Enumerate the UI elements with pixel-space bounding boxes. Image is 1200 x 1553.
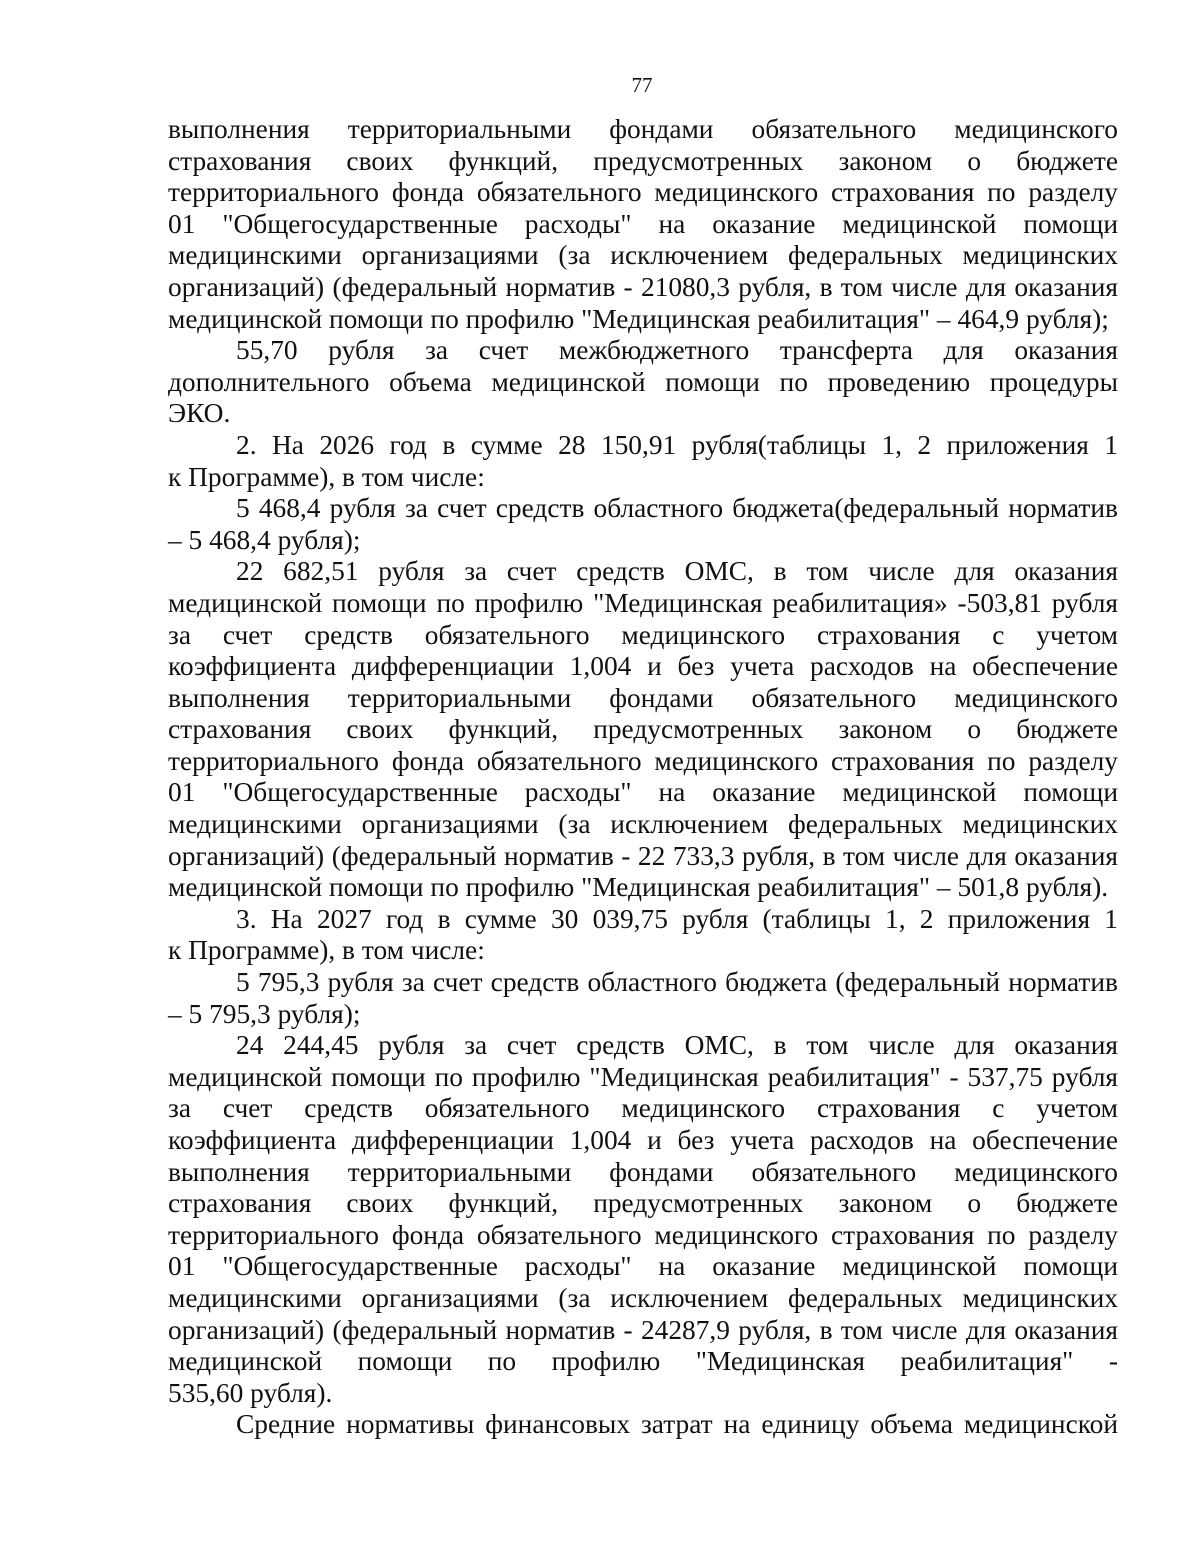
text-line: 01 "Общегосударственные расходы" на оказание медицинской помощи	[168, 208, 1118, 239]
text-line: 55,70 рубля за счет межбюджетного трансферта для оказания	[236, 335, 1118, 366]
document-body	[168, 114, 1118, 1441]
text-line: дополнительного объема медицинской помощи по проведению процедуры	[168, 366, 1118, 397]
text-line: 5 795,3 рубля за счет средств областного бюджета (федеральный норматив	[236, 967, 1118, 998]
text-line: медицинской помощи по профилю "Медицинская реабилитация" – 501,8 рубля).	[168, 872, 1109, 903]
text-line: Средние нормативы финансовых затрат на единицу объема медицинской	[236, 1409, 1118, 1440]
text-line: – 5 468,4 рубля);	[168, 524, 361, 555]
text-line: к Программе), в том числе:	[168, 935, 485, 966]
text-line: страхования своих функций, предусмотренных законом о бюджете	[168, 1188, 1118, 1219]
text-line: организаций) (федеральный норматив - 21080,3 рубля, в том числе для оказания	[168, 271, 1118, 302]
text-line: медицинскими организациями (за исключением федеральных медицинских	[168, 809, 1118, 840]
text-line: медицинской помощи по профилю "Медицинская реабилитация" – 464,9 рубля);	[168, 303, 1109, 334]
text-line: за счет средств обязательного медицинского страхования с учетом	[168, 619, 1118, 650]
text-line: 535,60 рубля).	[168, 1377, 333, 1408]
text-line: выполнения территориальными фондами обязательного медицинского	[168, 114, 1118, 144]
text-line: за счет средств обязательного медицинского страхования с учетом	[168, 1093, 1118, 1124]
text-line: страхования своих функций, предусмотренных законом о бюджете	[168, 714, 1118, 745]
text-line: организаций) (федеральный норматив - 22 733,3 рубля, в том числе для оказания	[168, 840, 1118, 871]
text-line: коэффициента дифференциации 1,004 и без учета расходов на обеспечение	[168, 1125, 1118, 1155]
text-line: 2. На 2026 год в сумме 28 150,91 рубля(таблицы 1, 2 приложения 1	[236, 429, 1118, 460]
text-line: медицинскими организациями (за исключением федеральных медицинских	[168, 1282, 1118, 1313]
text-line: медицинской помощи по профилю "Медицинская реабилитация" - 537,75 рубля	[168, 1061, 1118, 1092]
text-line: 3. На 2027 год в сумме 30 039,75 рубля (таблицы 1, 2 приложения 1	[236, 903, 1118, 934]
text-line: выполнения территориальными фондами обязательного медицинского	[168, 682, 1118, 713]
text-line: ЭКО.	[168, 398, 231, 429]
text-line: 24 244,45 рубля за счет средств ОМС, в том числе для оказания	[236, 1030, 1118, 1061]
text-line: медицинской помощи по профилю "Медицинская реабилитация" -	[168, 1346, 1118, 1377]
text-line: территориального фонда обязательного медицинского страхования по разделу	[168, 745, 1118, 776]
text-line: к Программе), в том числе:	[168, 461, 485, 492]
text-line: медицинскими организациями (за исключением федеральных медицинских	[168, 240, 1118, 271]
text-line: – 5 795,3 рубля);	[168, 998, 361, 1029]
text-line: территориального фонда обязательного медицинского страхования по разделу	[168, 177, 1118, 208]
text-line: 01 "Общегосударственные расходы" на оказание медицинской помощи	[168, 777, 1118, 808]
text-line: территориального фонда обязательного медицинского страхования по разделу	[168, 1219, 1118, 1250]
text-line: 01 "Общегосударственные расходы" на оказание медицинской помощи	[168, 1251, 1118, 1282]
text-line: выполнения территориальными фондами обязательного медицинского	[168, 1156, 1118, 1187]
text-line: 5 468,4 рубля за счет средств областного бюджета(федеральный норматив	[236, 493, 1118, 524]
text-line: коэффициента дифференциации 1,004 и без учета расходов на обеспечение	[168, 651, 1118, 682]
text-line: медицинской помощи по профилю "Медицинская реабилитация» -503,81 рубля	[168, 587, 1118, 618]
text-line: 22 682,51 рубля за счет средств ОМС, в том числе для оказания	[236, 556, 1118, 587]
page-number: 77	[631, 73, 653, 97]
text-line: страхования своих функций, предусмотренных законом о бюджете	[168, 145, 1118, 176]
text-line: организаций) (федеральный норматив - 24287,9 рубля, в том числе для оказания	[168, 1314, 1118, 1345]
